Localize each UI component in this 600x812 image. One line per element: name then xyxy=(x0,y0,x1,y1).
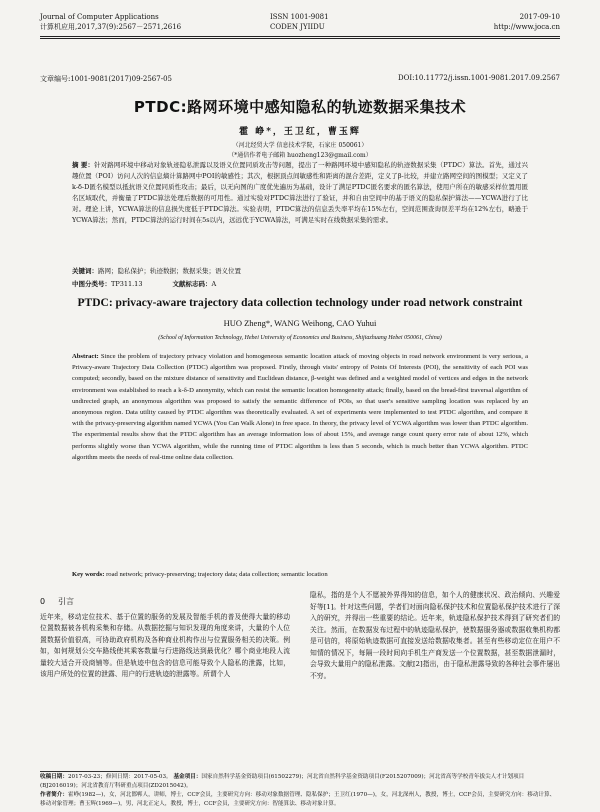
footnote-bio xyxy=(40,791,560,809)
article-id: 文章编号:1001-9081(2017)09-2567-05 xyxy=(40,75,172,83)
doi[interactable]: DOI:10.11772/j.issn.1001-9081.2017.09.2567 xyxy=(398,74,560,82)
footnote-rule xyxy=(40,771,160,772)
issn: ISSN 1001-9081 xyxy=(270,13,329,21)
journal-header-left xyxy=(40,12,181,32)
journal-header-middle xyxy=(270,12,329,32)
section-heading xyxy=(40,596,290,608)
title-en: PTDC: privacy-aware trajectory data collection technology under road network constraint xyxy=(77,297,523,309)
keywords-en xyxy=(72,569,528,580)
coden: CODEN JYIIDU xyxy=(270,23,325,31)
keywords-en-label: Key words: xyxy=(72,571,105,578)
abstract-zh-text: 针对路网环境中移动对象轨迹隐私泄露以及语义位置同质攻击等问题，提出了一种路网环境中感知隐私的轨迹数据采集（PTDC）算法。首先，通过兴趣位置（POI）访问人次的信息熵计算路网中POI的敏感性；其次，根据顶点间敏感性和距离的混合差距，定义了β-比较，并建立路网空间的图模型；又定义了k-δ-D匿名模型以抵抗语义位置同质性攻击；最后，以无向图的广度优先遍历为基础，设计了满足PTDC匿名要求的匿名算法，使用户所在的敏感采样位置用匿名区域取代，并衡量了PTDC算法处理后数据的可用性。通过实验对PTDC算法进行了验证，并和自由空间中的基于语义的隐私保护算法——YCWA进行了比对。理论上讲，YCWA算法的信息损失度低于PTDC算法。实验表明，PTDC算法的信息丢失率平均在15%左右，空间范围查询误差平均在12%左右，略逊于YCWA算法；然而，PTDC算法的运行时间在5s以内，远远优于YCWA算法，可满足实时在线数据采集的需求。 xyxy=(72,161,528,224)
abstract-en xyxy=(72,351,528,463)
clc-value: TP311.13 xyxy=(111,280,143,288)
bio-text: 霍峥(1982—)，女，河北邯郸人，讲师，博士，CCF会员，主要研究方向：移动对象数据管理、隐私保护；王卫红(1970—)，女，河北深州人，教授，博士，CCF会员，主要研究方向：移动计算、移动对象管理；曹玉辉(1969—)，男，河北正定人，教授，博士，CCF会员，主要研究方向：智能算法、移动对象计算。 xyxy=(40,792,556,807)
abstract-en-label: Abstract: xyxy=(72,353,99,360)
footnote-dates-fund xyxy=(40,773,560,791)
section-number: 0 xyxy=(40,597,46,606)
fund-text: 国家自然科学基金资助项目(61502279)；河北省自然科学基金资助项目(F2015207009)；河北省高等学校青年拔尖人才计划项目(BJ2016019)；河北省教育厅科研重点项目(ZD2015042)。 xyxy=(40,774,525,789)
body-column-left xyxy=(40,596,290,681)
journal-volume-zh: 计算机应用,2017,37(9):2567－2571,2616 xyxy=(40,23,182,31)
section-title: 引言 xyxy=(58,597,74,606)
abstract-en-text: Since the problem of trajectory privacy violation and homogeneous semantic location attack of moving objects in road network environment is very serious, a Privacy-aware Trajectory Data Collection (PTDC) algorithm was proposed. Firstly, through visits' entropy of Points Of Interests (POI), the sensitivity of each POI was computed; secondly, based on the mixture distance of sensitivity and Euclidean distance, β-weight was defined and a weighted model of vertices and edges in the network environment was established to reach a k-δ-D anonymity, which can resist the semantic location homogeneity attack; finally, based on the bread-first traversal algorithm of undirected graph, an anonymous algorithm was proposed to satisfy the semantic difference of POIs, so that user's sensitive sampling location was replaced by an anonymous region. Data utility caused by PTDC algorithm was theoretically evaluated. A set of experiments were implemented to test PTDC algorithm, and compare it with the privacy-preserving algorithm named YCWA (You Can Walk Alone) in free space. In theory, the privacy level of YCWA algorithm was lower than PTDC algorithm. The experimental results show that the PTDC algorithm has an average information loss of about 15%, and average range count query error rate of about 12%, which performs slightly worse than YCWA algorithm, while the running time of PTDC algorithm is less than 5 seconds, which is much better than YCWA algorithm. PTDC algorithm meets the needs of real-time online data collection. xyxy=(72,353,528,461)
keywords-zh-label: 关键词： xyxy=(72,267,98,275)
received-dates: 2017-03-23；修回日期：2017-05-03。 xyxy=(67,774,172,780)
keywords-en-text: road network; privacy-preserving; trajectory data; data collection; semantic location xyxy=(106,571,328,578)
publication-date: 2017-09-10 xyxy=(519,13,560,21)
body-text-right: 隐私，指的是个人不愿被外界得知的信息，如个人的健康状况、政治倾向、兴趣爱好等[1]。针对这些问题，学者们对面向隐私保护技术和位置隐私保护技术进行了深入的研究，并得出一些重要的结论。近年来，轨迹隐私保护技术得到了研究者们的关注。然而，在数据发布过程中的轨迹隐私保护，使数据服务器或数据收集机构都是可信的，将原始轨迹数据可直接发送给数据收集者。甚至有些移动定位在用户不知情的情况下，每隔一段时间向手机生产商发送一个位置数据，甚至数据泄漏时，会导致大量用户的隐私泄露。文献[2]指出，由于隐私泄露导致的各种社会事件屡出不穷。 xyxy=(310,591,560,680)
received-label: 收稿日期： xyxy=(40,774,68,780)
abstract-zh-label: 摘 要： xyxy=(72,161,95,169)
fund-label: 基金项目： xyxy=(173,774,202,780)
doc-code-label: 文献标志码： xyxy=(172,280,212,288)
keywords-zh-text: 路网；隐私保护；轨迹数据；数据采集；语义位置 xyxy=(98,267,241,275)
affiliation-zh-block xyxy=(0,141,600,161)
affiliation-zh: （河北经贸大学 信息技术学院，石家庄 050061） xyxy=(232,142,368,149)
classification-zh xyxy=(72,279,528,290)
body-text-left: 近年来，移动定位技术、基于位置的服务的发展及智能手机的普及使得大量的移动位置数据被各机构采集和存储。从数据挖掘与知识发现的角度来讲，大量的个人位置数据价值很高，可协助政府机构及各种商业机构作出与位置服务相关的决策。例如，如何规划公交车路线使其乘客数量与行进路线达到最优化？哪个商业地段人流量较大适合开设商铺等。但是轨迹中包含的信息可能导致个人隐私的泄露，比如，该用户所处的位置的泄露、用户的行进轨迹的泄露等。所谓个人 xyxy=(40,612,290,678)
keywords-zh xyxy=(72,266,528,277)
body-column-right xyxy=(310,590,560,682)
title-zh: PTDC:路网环境中感知隐私的轨迹数据采集技术 xyxy=(133,98,467,116)
journal-name-en: Journal of Computer Applications xyxy=(40,13,159,21)
header-rule-top xyxy=(40,36,560,37)
correspondence-zh: （*通信作者电子邮箱 huozheng123@gmail.com） xyxy=(228,152,372,159)
header-rule-bottom xyxy=(40,38,560,39)
doc-code-value: A xyxy=(211,280,217,288)
journal-header-right xyxy=(494,12,560,32)
authors-en: HUO Zheng*, WANG Weihong, CAO Yuhui xyxy=(223,318,377,328)
journal-website[interactable]: http://www.joca.cn xyxy=(493,23,560,31)
abstract-zh xyxy=(72,160,528,226)
clc-label: 中图分类号： xyxy=(72,280,111,288)
affiliation-en: (School of Information Technology, Hebei University of Economics and Business, Shijiazhuang Hebei 050061, China) xyxy=(158,335,442,341)
authors-zh: 霍 峥*，王卫红，曹玉辉 xyxy=(239,127,361,137)
footnote xyxy=(40,773,560,809)
bio-label: 作者简介： xyxy=(40,792,68,798)
